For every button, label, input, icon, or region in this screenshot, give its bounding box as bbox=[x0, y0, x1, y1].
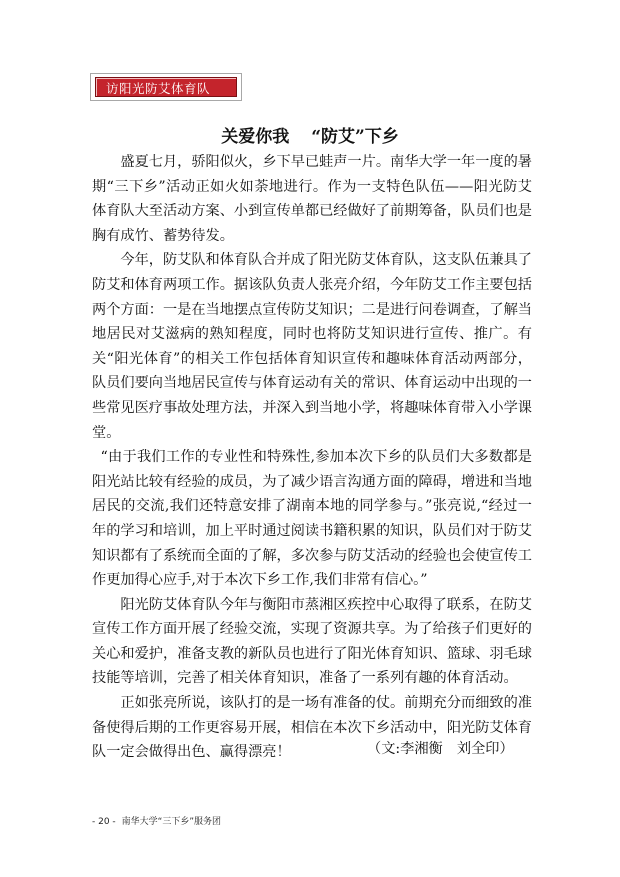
paragraph-3: “由于我们工作的专业性和特殊性,参加本次下乡的队员们大多数都是阳光站比较有经验的成员，为了减少语言沟通方面的障碍，增进和当地居民的交流,我们还特意安排了湖南本地的同学参与。”张亮说,“经过一年的学习和培训，加上平时通过阅读书籍积累的知识，队员们对于防艾知识都有了系统而全面的了解，多次参与防艾活动的经验也会使宣传工作更加得心应手,对于本次下乡工作,我们非常有信心。” bbox=[92, 449, 532, 589]
paragraph-4: 阳光防艾体育队今年与衡阳市蒸湘区疾控中心取得了联系，在防艾宣传工作方面开展了经验交流，实现了资源共享。为了给孩子们更好的关心和爱护，准备支教的新队员也进行了阳光体育知识、篮球、羽毛球技能等培训，完善了相关体育知识，准备了一系列有趣的体育活动。 bbox=[92, 596, 532, 687]
page-number: - 20 - bbox=[92, 817, 116, 827]
footer-organization: 南华大学“三下乡”服务团 bbox=[121, 817, 221, 827]
author-byline: （文:李湘衡 刘全印） bbox=[367, 741, 514, 757]
section-tag-frame bbox=[90, 73, 242, 101]
article-body bbox=[92, 150, 532, 765]
paragraph-1: 盛夏七月，骄阳似火，乡下早已蛙声一片。南华大学一年一度的暑期“三下乡”活动正如火如荼地进行。作为一支特色队伍——阳光防艾体育队大至活动方案、小到宣传单都已经做好了前期筹备，队员们也是胸有成竹、蓄势待发。 bbox=[92, 154, 532, 244]
article-title-sub: “防艾”下乡 bbox=[311, 127, 399, 147]
article-title-main: 关爱你我 bbox=[221, 127, 290, 147]
section-tag bbox=[95, 77, 237, 97]
paragraph-2: 今年，防艾队和体育队合并成了阳光防艾体育队，这支队伍兼具了防艾和体育两项工作。据该队负责人张亮介绍，今年防艾工作主要包括两个方面：一是在当地摆点宣传防艾知识；二是进行问卷调查，了解当地居民对艾滋病的熟知程度，同时也将防艾知识进行宣传、推广。有关“阳光体育”的相关工作包括体育知识宣传和趣味体育活动两部分，队员们要向当地居民宣传与体育运动有关的常识、体育运动中出现的一些常见医疗事故处理方法，并深入到当地小学，将趣味体育带入小学课堂。 bbox=[92, 252, 532, 441]
article-title bbox=[0, 122, 620, 147]
page-footer bbox=[92, 814, 221, 827]
section-tag-label: 访阳光防艾体育队 bbox=[106, 81, 211, 96]
paragraph-5: 正如张亮所说，该队打的是一场有准备的仗。前期充分而细致的准备使得后期的工作更容易开展，相信在本次下乡活动中，阳光防艾体育队一定会做得出色、赢得漂亮！ bbox=[92, 695, 532, 761]
